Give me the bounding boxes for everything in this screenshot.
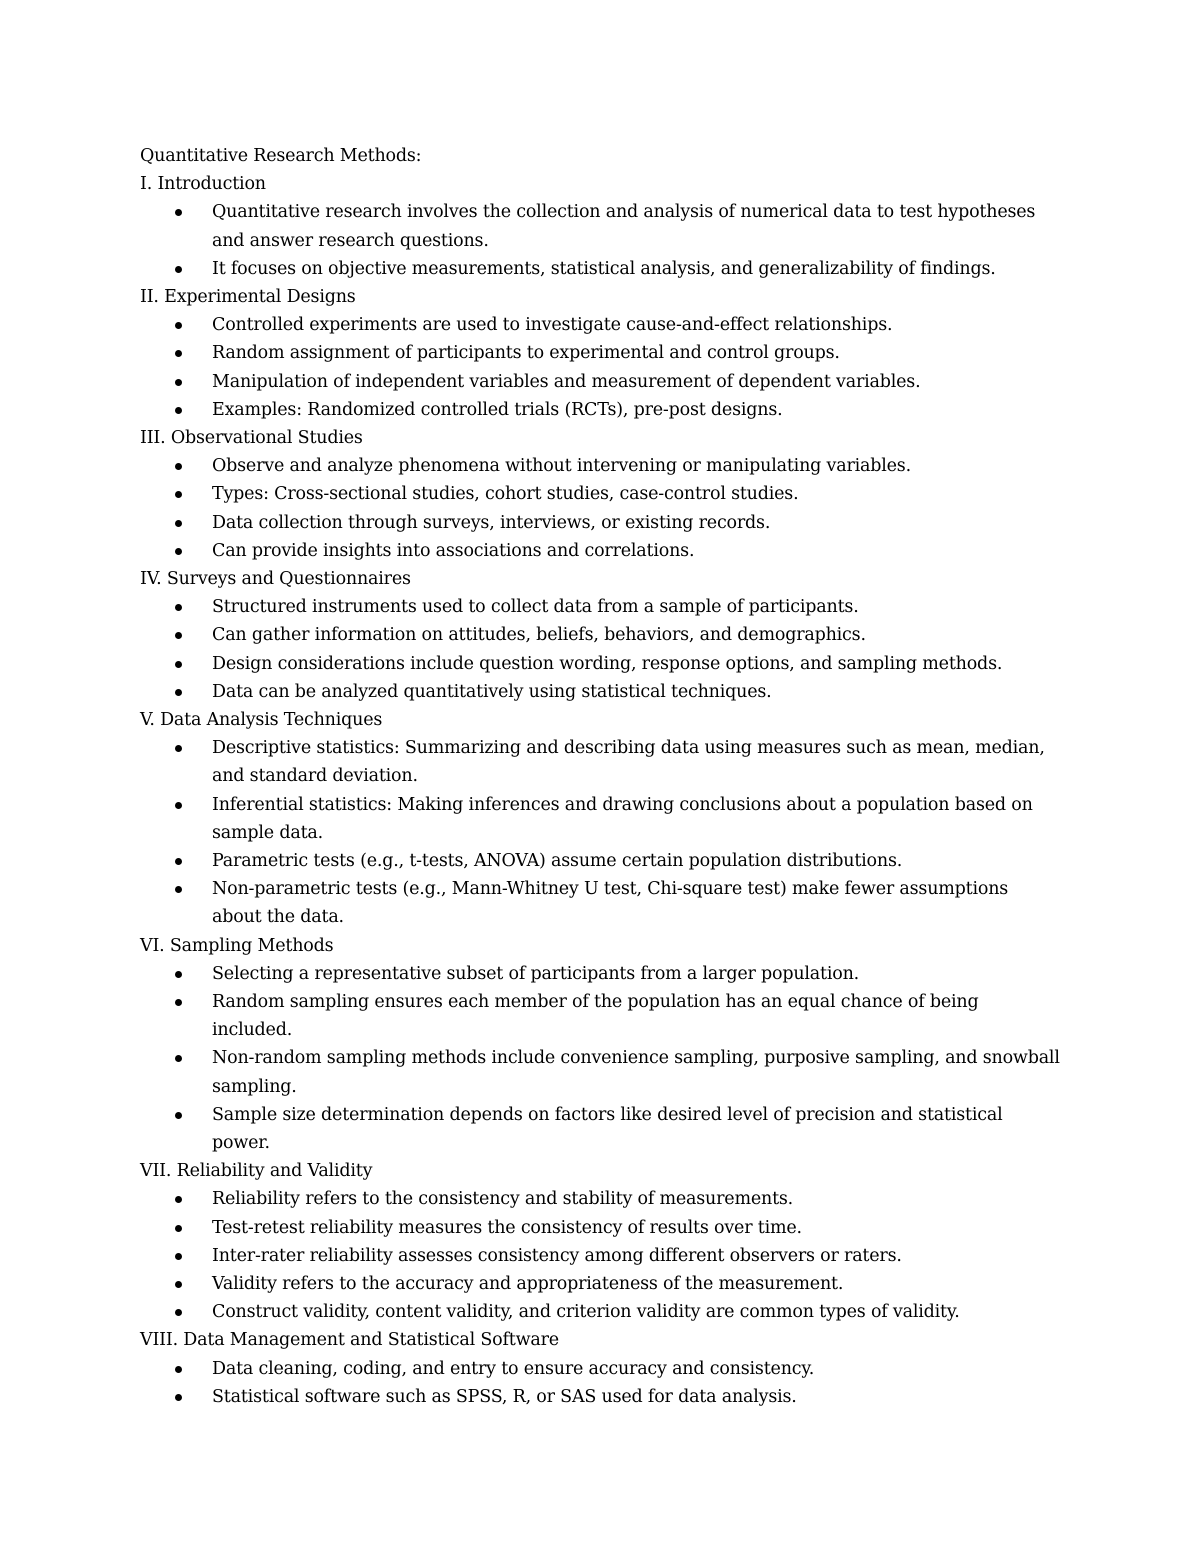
section	[140, 932, 1060, 1158]
bullet-icon	[175, 858, 182, 865]
section-heading: I. Introduction	[140, 174, 266, 195]
list-item	[140, 988, 1060, 1044]
bullet-icon	[175, 604, 182, 611]
bullet-icon	[175, 632, 182, 639]
list-item	[140, 650, 1060, 678]
list-item-text: Manipulation of independent variables and measurement of dependent variables.	[212, 371, 921, 392]
list-item	[140, 960, 1060, 988]
list-item-text: Non-parametric tests (e.g., Mann-Whitney U test, Chi-square test) make fewer assumptions about the data.	[212, 879, 1009, 928]
section	[140, 170, 1060, 283]
bullet-icon	[175, 999, 182, 1006]
list-item-text: Data collection through surveys, interviews, or existing records.	[212, 512, 771, 533]
section-heading: IV. Surveys and Questionnaires	[140, 568, 411, 589]
list-item	[140, 1298, 1060, 1326]
section-heading: VI. Sampling Methods	[140, 935, 334, 956]
bullet-icon	[175, 350, 182, 357]
list-item	[140, 1044, 1060, 1100]
bullet-icon	[175, 661, 182, 668]
list-item	[140, 396, 1060, 424]
section	[140, 1326, 1060, 1411]
list-item	[140, 311, 1060, 339]
list-item-text: Selecting a representative subset of participants from a larger population.	[212, 963, 860, 984]
bullet-icon	[175, 209, 182, 216]
list-item-text: Can provide insights into associations and correlations.	[212, 540, 695, 561]
bullet-list	[140, 452, 1060, 565]
bullet-icon	[175, 520, 182, 527]
list-item-text: Descriptive statistics: Summarizing and describing data using measures such as mean, median, and standard deviation.	[212, 738, 1045, 787]
list-item	[140, 1355, 1060, 1383]
bullet-list	[140, 1355, 1060, 1411]
list-item-text: Construct validity, content validity, and criterion validity are common types of validity.	[212, 1302, 960, 1323]
list-item	[140, 734, 1060, 790]
bullet-icon	[175, 745, 182, 752]
section-heading: V. Data Analysis Techniques	[140, 709, 383, 730]
document-page	[140, 142, 1060, 1411]
bullet-icon	[175, 1366, 182, 1373]
list-item-text: Non-random sampling methods include convenience sampling, purposive sampling, and snowball sampling.	[212, 1048, 1060, 1097]
list-item	[140, 1214, 1060, 1242]
bullet-icon	[175, 1055, 182, 1062]
bullet-icon	[175, 491, 182, 498]
list-item	[140, 1101, 1060, 1157]
bullet-icon	[175, 802, 182, 809]
bullet-icon	[175, 1112, 182, 1119]
list-item	[140, 791, 1060, 847]
list-item-text: Inferential statistics: Making inferences and drawing conclusions about a population based on sample data.	[212, 794, 1033, 843]
list-item-text: Statistical software such as SPSS, R, or SAS used for data analysis.	[212, 1386, 797, 1407]
bullet-icon	[175, 266, 182, 273]
bullet-icon	[175, 548, 182, 555]
section	[140, 565, 1060, 706]
section-heading: VII. Reliability and Validity	[140, 1161, 373, 1182]
section	[140, 424, 1060, 565]
list-item	[140, 452, 1060, 480]
list-item-text: Validity refers to the accuracy and appropriateness of the measurement.	[212, 1274, 844, 1294]
list-item-text: Quantitative research involves the collection and analysis of numerical data to test hypotheses and answer research questions.	[212, 202, 1036, 251]
list-item-text: Controlled experiments are used to investigate cause-and-effect relationships.	[212, 315, 893, 336]
list-item	[140, 875, 1060, 931]
bullet-icon	[175, 886, 182, 893]
list-item	[140, 1383, 1060, 1411]
list-item	[140, 368, 1060, 396]
bullet-icon	[175, 1196, 182, 1203]
bullet-icon	[175, 407, 182, 414]
section-heading: II. Experimental Designs	[140, 286, 356, 307]
list-item-text: Examples: Randomized controlled trials (RCTs), pre-post designs.	[212, 399, 783, 420]
bullet-icon	[175, 1225, 182, 1232]
section	[140, 283, 1060, 424]
bullet-icon	[175, 689, 182, 696]
list-item-text: Can gather information on attitudes, beliefs, behaviors, and demographics.	[212, 625, 866, 646]
bullet-icon	[175, 1309, 182, 1316]
list-item-text: Test-retest reliability measures the consistency of results over time.	[212, 1217, 802, 1238]
bullet-icon	[175, 322, 182, 329]
document-title: Quantitative Research Methods:	[140, 146, 422, 166]
bullet-icon	[175, 379, 182, 386]
list-item	[140, 198, 1060, 254]
bullet-list	[140, 593, 1060, 706]
bullet-icon	[175, 1394, 182, 1401]
bullet-list	[140, 960, 1060, 1157]
list-item-text: It focuses on objective measurements, statistical analysis, and generalizability of findings.	[212, 258, 996, 279]
list-item	[140, 678, 1060, 706]
list-item-text: Parametric tests (e.g., t-tests, ANOVA) assume certain population distributions.	[212, 850, 903, 871]
section-heading: III. Observational Studies	[140, 427, 363, 448]
sections-container	[140, 170, 1060, 1411]
list-item-text: Random assignment of participants to experimental and control groups.	[212, 343, 840, 364]
bullet-icon	[175, 1253, 182, 1260]
section	[140, 706, 1060, 932]
bullet-icon	[175, 971, 182, 978]
list-item-text: Random sampling ensures each member of the population has an equal chance of being included.	[212, 991, 979, 1041]
list-item-text: Inter-rater reliability assesses consistency among different observers or raters.	[212, 1245, 902, 1266]
list-item	[140, 255, 1060, 283]
section	[140, 1157, 1060, 1326]
list-item-text: Structured instruments used to collect data from a sample of participants.	[212, 597, 859, 618]
list-item-text: Observe and analyze phenomena without intervening or manipulating variables.	[212, 456, 911, 477]
list-item-text: Data can be analyzed quantitatively using statistical techniques.	[212, 681, 772, 702]
list-item-text: Sample size determination depends on factors like desired level of precision and statistical power.	[212, 1104, 1003, 1153]
list-item	[140, 1185, 1060, 1213]
list-item	[140, 509, 1060, 537]
bullet-icon	[175, 463, 182, 470]
list-item-text: Design considerations include question wording, response options, and sampling methods.	[212, 653, 1003, 674]
list-item	[140, 1270, 1060, 1298]
list-item	[140, 1242, 1060, 1270]
list-item	[140, 339, 1060, 367]
bullet-icon	[175, 1281, 182, 1288]
list-item	[140, 847, 1060, 875]
bullet-list	[140, 311, 1060, 424]
section-heading: VIII. Data Management and Statistical Software	[140, 1330, 559, 1351]
list-item-text: Data cleaning, coding, and entry to ensure accuracy and consistency.	[212, 1358, 815, 1379]
list-item	[140, 537, 1060, 565]
bullet-list	[140, 1185, 1060, 1326]
bullet-list	[140, 734, 1060, 931]
bullet-list	[140, 198, 1060, 283]
list-item	[140, 593, 1060, 621]
list-item-text: Reliability refers to the consistency and stability of measurements.	[212, 1189, 794, 1210]
list-item	[140, 621, 1060, 649]
list-item-text: Types: Cross-sectional studies, cohort studies, case-control studies.	[212, 484, 799, 505]
list-item	[140, 480, 1060, 508]
